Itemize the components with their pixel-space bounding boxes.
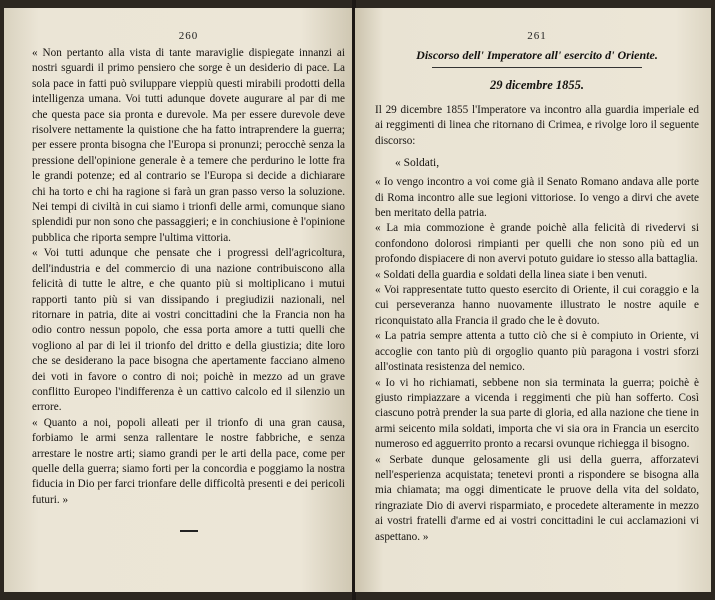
page-number-left: 260 bbox=[178, 30, 199, 42]
right-page bbox=[355, 8, 711, 592]
speech-title: Discorso dell' Imperatore all' esercito d' Oriente. bbox=[416, 48, 658, 62]
intro-paragraph: Il 29 dicembre 1855 l'Imperatore va incontro alla guardia imperiale ed ai reggimenti di linea che ritornano di Crimea, e rivolge loro il seguente discorso: bbox=[375, 104, 699, 147]
right-paragraph-1: « Io vengo incontro a voi come già il Senato Romano andava alle porte di Roma incontro alle sue legioni vittoriose. Io vengo a dirvi che avete ben meritato della patria. bbox=[375, 176, 699, 220]
end-rule bbox=[180, 530, 198, 532]
title-underline bbox=[432, 67, 642, 68]
salutation: « Soldati, bbox=[395, 157, 440, 170]
right-paragraph-7: « Serbate dunque gelosamente gli usi della guerra, afforzatevi nell'esperienza acquistata; tenetevi pronti a rispondere se bisogna alla mia chiamata; ma oggi dimenticate le pruove della vita del soldato, ringraziate Dio di avervi risparmiato, e procedete alteramente in mezzo ai vostri fratelli d'arme ed ai vostri concittadini le cui acclamazioni vi aspettano. » bbox=[375, 453, 699, 543]
left-page bbox=[4, 8, 353, 592]
right-paragraph-6: « Io vi ho richiamati, sebbene non sia terminata la guerra; poichè è giusto rimpiazzare a vicenda i reggimenti che più han sofferto. Così ciascuno potrà prender la sua parte di gloria, ed alla nazione che tiene in armi seicento mila soldati, importa che vi sia ora in Francia un esercito numeroso ed agguerrito pronto a recarsi ovunque richiegga il bisogno. bbox=[375, 376, 699, 451]
right-paragraph-4: « Voi rappresentate tutto questo esercito di Oriente, il cui coraggio e la cui perseveranza hanno nuovamente illustrato le nostre aquile e riconquistato alla Francia il grado che le è dovuto. bbox=[375, 284, 699, 327]
right-paragraph-3: « Soldati della guardia e soldati della linea siate i ben venuti. bbox=[375, 268, 648, 281]
page-number-right: 261 bbox=[527, 30, 547, 42]
speech-date: 29 dicembre 1855. bbox=[489, 78, 585, 92]
left-paragraph-1: « Non pertanto alla vista di tante maraviglie dispiegate innanzi ai nostri sguardi il primo pensiero che sorge è un desiderio di pace. La sola pace in fatti può sviluppare vieppiù questi mirabili prodotti della intelligenza umana. Voi tutti adunque dovete augurare al par di me che questa pace sia pronta e durevole. Ma per essere durevole deve risolvere nettamente la quistione che ha fatto intraprendere la guerra; per essere pronta bisogna che l'Europa si pronunzi; perocchè senza la pressione dell'opinione generale è a temere che perdurino le lotte fra le grandi potenze; ed al contrario se l'Europa si decide a dichiarare chi ha torto e chi ha ragione si farà un gran passo verso la soluzione. Nei tempi di civiltà in cui siamo i trionfi delle armi, comunque siano splendidi pur non sono che passaggieri; e in conchiusione è l'opinione pubblica che riporta sempre l'ultima vittoria. bbox=[32, 47, 345, 244]
right-paragraph-5: « La patria sempre attenta a tutto ciò che si è compiuto in Oriente, vi accoglie con tanto più di orgoglio quanto più paragona i vostri sforzi all'ostinata resistenza del nemico. bbox=[375, 330, 699, 374]
right-paragraph-2: « La mia commozione è grande poichè alla felicità di rivedervi si confondono dolorosi rimpianti per quelli che non sono più ed un profondo dispiacere di non avervi potuto guidare io stesso alla battaglia. bbox=[375, 222, 699, 266]
left-paragraph-2: « Voi tutti adunque che pensate che i progressi dell'agricoltura, dell'industria e del commercio di una nazione contribuiscono alla felicità di tutte le altre, e che quanto più si moltiplicano i mutui rapporti tanto più si van dissipando i pregiudizii nazionali, nel ritornare in patria, dite ai vostri concittadini che la Francia non ha odio contro nessun popolo, che essa porta amore a tutti quelli che vogliono al par di lei il trionfo del dritto e della giustizia; dite loro che se desiderano la pace bisogna che apertamente facciano almeno dei voti in favore o contro di noi; poichè in mezzo ad un grave conflitto Europeo l'indifferenza è un cattivo calcolo ed il silenzio un errore. bbox=[32, 247, 345, 414]
left-paragraph-3: « Quanto a noi, popoli alleati per il trionfo di una gran causa, forbiamo le armi senza rallentare le nostre fabbriche, e senza arrestare le nostre arti; siamo grandi per le arti della pace, come per quelle della guerra; siamo forti per la concordia e poggiamo la nostra fiducia in Dio per farci trionfare delle difficoltà presenti e dei pericoli futuri. » bbox=[32, 416, 345, 506]
